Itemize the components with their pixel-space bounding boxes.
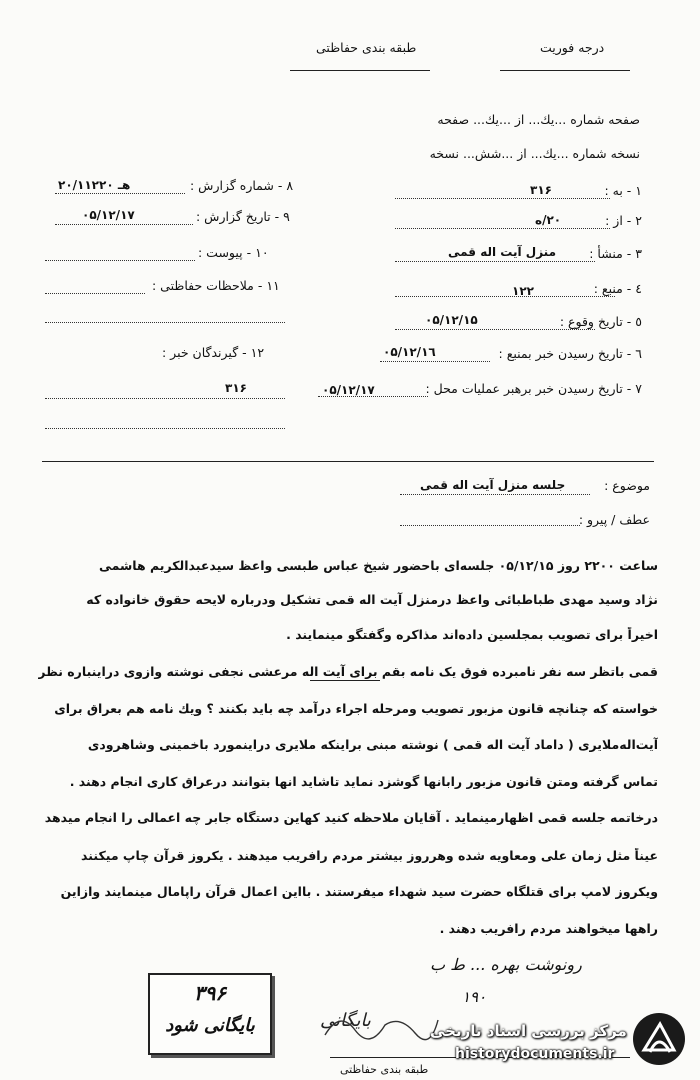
field-to-label: ۱ - به : xyxy=(604,183,642,198)
logo-name: مرکز بررسی اسناد تاریخی xyxy=(430,1022,627,1040)
field-security-notes-dots-1 xyxy=(45,293,145,294)
field-recipients-label: ۱۲ - گیرندگان خبر : xyxy=(162,345,265,360)
body-line-3: اخیراً برای تصویب بمجلسین داده‌اند مذاکره وگفتگو مینمایند . xyxy=(286,627,658,642)
body-line-8: درخاتمه جلسه قمی اظهارمینماید . آقایان ملاحظه کنید کهاین دستگاه جابر چه اعمالی را انجام میدهد xyxy=(44,810,658,825)
field-recipients-dots-2 xyxy=(45,428,285,429)
field-source-received-value: ۰۵/۱۲/۱٦ xyxy=(383,345,436,359)
section-divider xyxy=(42,461,654,462)
field-source-received-dots xyxy=(380,361,490,362)
field-attachment-label: ۱۰ - پیوست : xyxy=(198,245,269,260)
field-report-date-value: ۰۵/۱۲/۱۷ xyxy=(82,208,135,222)
field-to-dots xyxy=(395,198,610,199)
urgency-label: درجه فوریت xyxy=(540,40,605,55)
field-source-dots xyxy=(395,296,615,297)
body-line-4: قمی باتظر سه نفر نامبرده فوق یک نامه بقم برای آیت اله مرعشی نجفی نوشته وازوی دراینباره نظر xyxy=(38,664,658,679)
body-line-7: تماس گرفته ومتن قانون مزبور رابانها گوشزد نماید تاشاید انها بتوانند درعراق کاری انجام دهند . xyxy=(69,774,658,789)
header-divider-right xyxy=(500,70,630,71)
footer-classification-label: طبقه بندی حفاظتی xyxy=(340,1063,429,1076)
logo-url: historydocuments.ir xyxy=(455,1046,615,1062)
field-ops-received-label: ۷ - تاریخ رسیدن خبر برهبر عملیات محل : xyxy=(425,381,642,396)
reference-label: عطف / پیرو : xyxy=(578,512,650,527)
handwritten-number: ۱۹۰ xyxy=(462,988,487,1006)
field-source-value: ۱۲۲ xyxy=(512,284,534,298)
field-origin-value: منزل آیت اله قمی xyxy=(448,245,556,259)
field-from-value: ۲۰/ه xyxy=(535,213,562,227)
field-origin-dots xyxy=(395,261,595,262)
field-event-date-value: ۰۵/۱۲/۱۵ xyxy=(425,313,478,327)
handwritten-note: رونوشت بهره ... ط ب xyxy=(430,955,582,974)
page-number-line: صفحه شماره ...یك... از ...یك... صفحه xyxy=(437,112,640,127)
field-to-value: ۳۱۶ xyxy=(530,183,552,197)
archive-stamp xyxy=(148,973,272,1055)
field-report-date-label: ۹ - تاریخ گزارش : xyxy=(196,209,290,224)
stamp-number: ۳۹۶ xyxy=(193,981,227,1005)
field-report-number-dots xyxy=(55,193,185,194)
signature-scribble xyxy=(320,1005,440,1045)
field-security-notes-dots-2 xyxy=(45,322,285,323)
field-report-date-dots xyxy=(55,224,193,225)
field-event-date-label: ٥ - تاریخ وقوع : xyxy=(559,314,642,329)
field-report-number-label: ۸ - شماره گزارش : xyxy=(190,178,294,193)
archive-logo-icon xyxy=(630,1010,688,1068)
field-source-received-label: ٦ - تاریخ رسیدن خبر بمنبع : xyxy=(498,346,642,361)
field-from-dots xyxy=(395,228,610,229)
field-report-number-value: ۲۰/۱۱۲۲۰ هـ xyxy=(58,178,131,192)
stamp-text: بایگانی شود xyxy=(165,1015,255,1036)
copy-number-line: نسخه شماره ...یك... از ...شش... نسخه xyxy=(429,146,640,161)
header-divider-left xyxy=(290,70,430,71)
body-line-5: خواسته که چنانچه قانون مزبور تصویب ومرحله اجراء درآمد چه باید بکنند ؟ ویك نامه هم بعراق برای xyxy=(54,701,658,716)
field-ops-received-value: ۰۵/۱۲/۱۷ xyxy=(322,383,375,397)
body-line-9: عیناً مثل زمان علی ومعاویه شده وهرروز بیشتر مردم رافریب میدهند . یکروز قرآن چاپ میکنند xyxy=(81,848,658,863)
field-event-date-dots xyxy=(395,329,595,330)
body-underline xyxy=(310,680,380,681)
body-line-10: ویکروز لامپ برای قتلگاه حضرت سید شهداء میفرستند . بااین اعمال قرآن راپامال مینمایند وازاین xyxy=(60,884,658,899)
field-from-label: ۲ - از : xyxy=(605,213,642,228)
field-recipients-value: ۳۱۶ xyxy=(225,381,247,395)
signature: بایگانی xyxy=(320,1010,371,1031)
body-line-11: راهها میخواهند مردم رافریب دهند . xyxy=(439,921,658,936)
field-recipients-dots-1 xyxy=(45,398,285,399)
classification-label: طبقه بندی حفاظتی xyxy=(316,40,417,55)
field-security-notes-label: ۱۱ - ملاحظات حفاظتی : xyxy=(152,278,280,293)
subject-label: موضوع : xyxy=(604,478,650,493)
body-line-2: نژاد وسید مهدی طباطبائی واعظ درمنزل آیت اله قمی تشکیل ودرباره لایحه حقوق خانواده که xyxy=(86,592,658,607)
field-source-label: ٤ - منبع : xyxy=(593,281,642,296)
subject-dots xyxy=(400,494,590,495)
field-attachment-dots xyxy=(45,260,195,261)
body-line-1: ساعت ۲۲۰۰ روز ۰۵/۱۲/۱۵ جلسه‌ای باحضور شیخ عباس طبسی واعظ سیدعبدالکریم هاشمی xyxy=(98,558,658,573)
reference-dots xyxy=(400,525,580,526)
field-origin-label: ۳ - منشأ : xyxy=(589,246,642,261)
body-line-6: آیت‌اله‌ملایری ( داماد آیت اله قمی ) نوشته مبنی براینکه ملایری دراینمورد باخمینی وشاهرودی xyxy=(87,737,658,752)
subject-value: جلسه منزل آیت اله قمی xyxy=(420,478,566,492)
